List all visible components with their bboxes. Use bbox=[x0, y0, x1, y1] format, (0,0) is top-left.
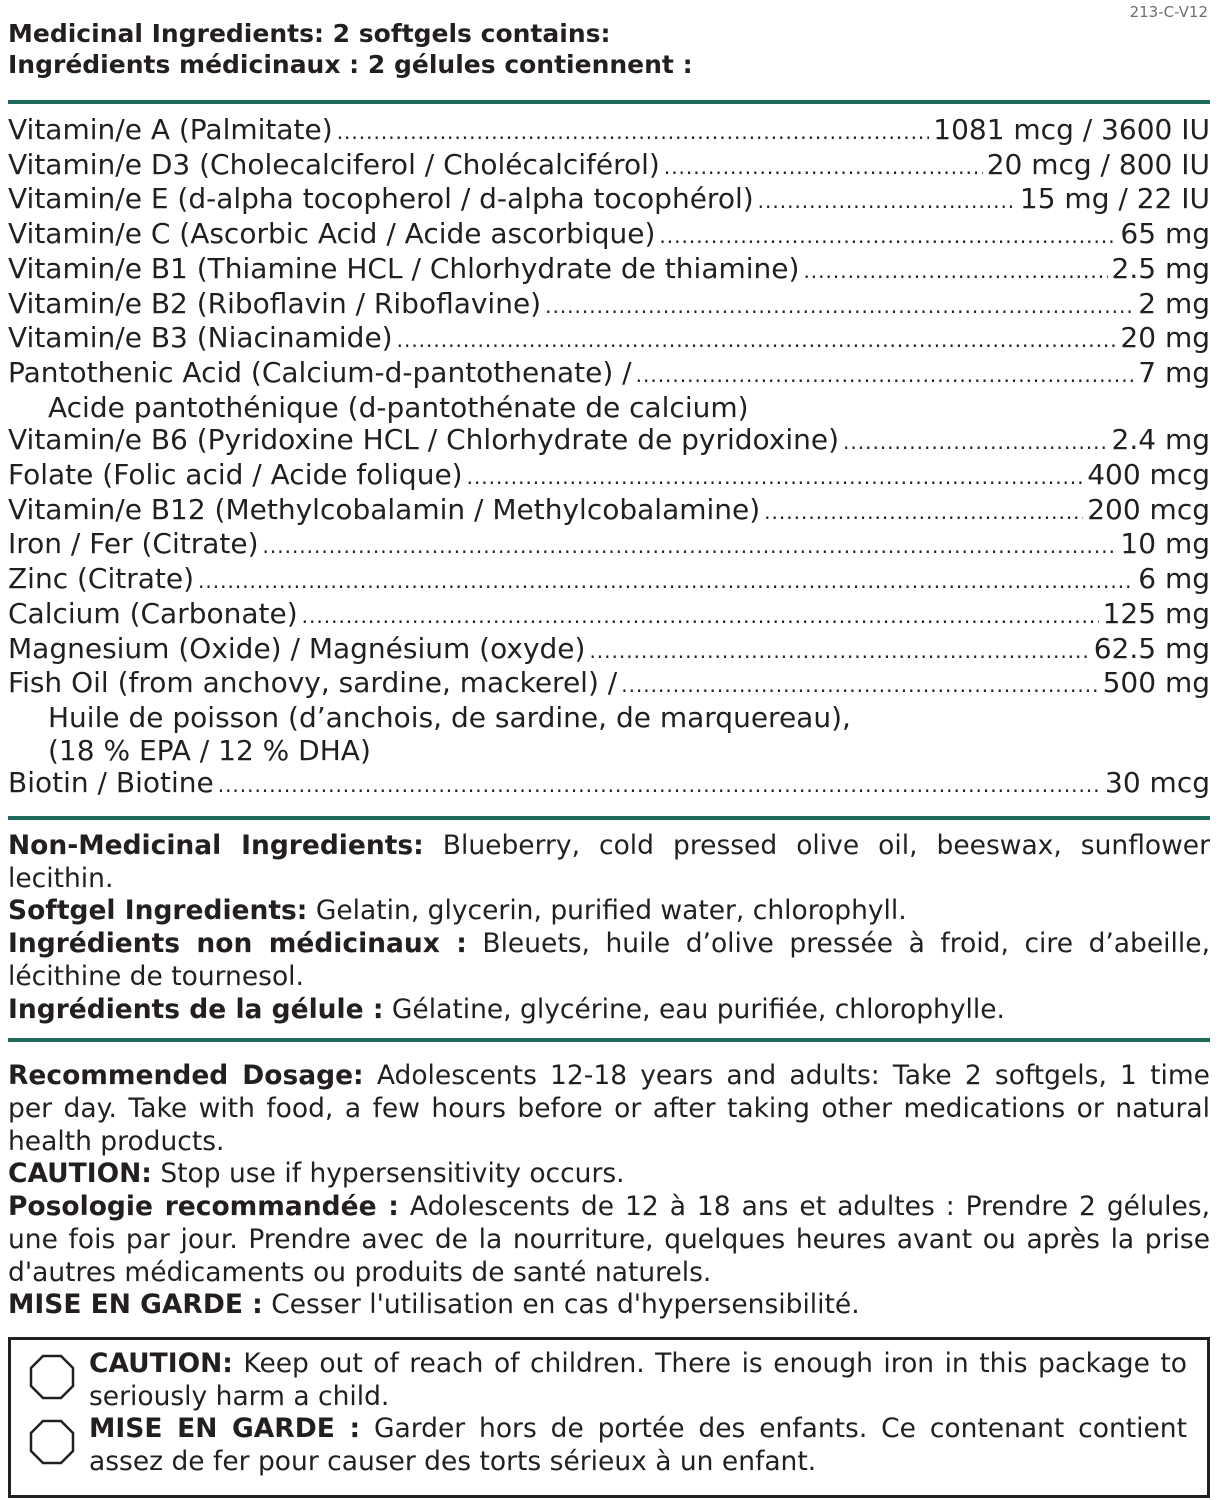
medicinal-header bbox=[8, 18, 1210, 80]
label-code: 213-C-V12 bbox=[1129, 3, 1208, 21]
ingredient-row bbox=[8, 288, 1210, 323]
ingredient-amount: 200 mcg bbox=[1087, 492, 1210, 526]
mise-en-garde-fr: MISE EN GARDE : Cesser l'utilisation en cas d'hypersensibilité. bbox=[8, 1289, 860, 1321]
ingredient-row bbox=[8, 357, 1210, 392]
dot-leader bbox=[198, 565, 1134, 598]
softgel-ingredients: Softgel Ingredients: Gelatin, glycerin, purified water, chlorophyll. bbox=[8, 895, 907, 927]
ingredient-row bbox=[8, 667, 1210, 702]
ingredient-continuation: Huile de poisson (d’anchois, de sardine, de marquereau), bbox=[48, 700, 851, 734]
ingredient-name: Biotin / Biotine bbox=[8, 766, 214, 800]
ingredient-amount: 15 mg / 22 IU bbox=[1019, 182, 1210, 216]
gelule-ingredients: Ingrédients de la gélule : Gélatine, glycérine, eau purifiée, chlorophylle. bbox=[8, 993, 1005, 1025]
ingredient-name: Folate (Folic acid / Acide folique) bbox=[8, 458, 463, 492]
ingredient-amount: 65 mg bbox=[1120, 217, 1210, 251]
ingredient-amount: 1081 mcg / 3600 IU bbox=[933, 113, 1210, 146]
ingredient-amount: 6 mg bbox=[1138, 562, 1210, 596]
dosage-fr: Posologie recommandée : Adolescents de 12 à 18 ans et adultes : Prendre 2 gélules, une fois par jour. Prendre avec de la nourriture, quelques heures avant ou après la prise d'autres médicaments ou produits de santé naturels. bbox=[8, 1191, 1210, 1288]
ingredient-row bbox=[8, 149, 1210, 184]
ingredient-row bbox=[8, 459, 1210, 494]
dot-leader bbox=[545, 290, 1134, 323]
child-warning-box bbox=[8, 1337, 1210, 1498]
ingredient-name: Vitamin/e D3 (Cholecalciferol / Cholécalciférol) bbox=[8, 147, 660, 181]
non-medicinal-en: Non-Medicinal Ingredients: Blueberry, cold pressed olive oil, beeswax, sunflower lecithin. bbox=[8, 830, 1210, 894]
dot-leader bbox=[803, 255, 1107, 288]
dot-leader bbox=[621, 669, 1098, 702]
ingredient-name: Zinc (Citrate) bbox=[8, 562, 195, 596]
ingredient-name: Vitamin/e C (Ascorbic Acid / Acide ascorbique) bbox=[8, 217, 656, 251]
ingredient-row bbox=[8, 114, 1210, 149]
ingredient-amount: 2.5 mg bbox=[1111, 251, 1210, 285]
ingredient-row bbox=[8, 563, 1210, 598]
dot-leader bbox=[467, 461, 1084, 494]
caution-en: CAUTION: Stop use if hypersensitivity occurs. bbox=[8, 1158, 625, 1190]
octagon-outline-icon bbox=[29, 1354, 75, 1400]
ingredient-row bbox=[8, 528, 1210, 563]
ingredient-row bbox=[8, 322, 1210, 357]
dot-leader bbox=[636, 359, 1135, 392]
dot-leader bbox=[218, 769, 1101, 802]
ingredient-name: Vitamin/e B1 (Thiamine HCL / Chlorhydrate de thiamine) bbox=[8, 251, 800, 285]
ingredient-amount: 30 mcg bbox=[1105, 766, 1210, 800]
ingredient-amount: 2.4 mg bbox=[1111, 423, 1210, 457]
ingredient-amount: 2 mg bbox=[1138, 286, 1210, 320]
dot-leader bbox=[843, 426, 1107, 459]
ingredient-name: Vitamin/e B3 (Niacinamide) bbox=[8, 321, 393, 355]
ingredient-continuation: Acide pantothénique (d-pantothénate de calcium) bbox=[48, 390, 749, 424]
ingredient-name: Magnesium (Oxide) / Magnésium (oxyde) bbox=[8, 631, 586, 665]
non-medicinal-section bbox=[8, 820, 1210, 1038]
ingredient-row bbox=[8, 633, 1210, 668]
ingredient-row bbox=[8, 494, 1210, 529]
ingredient-amount: 7 mg bbox=[1138, 355, 1210, 389]
dot-leader bbox=[397, 324, 1117, 357]
ingredient-name: Vitamin/e B12 (Methylcobalamin / Methylcobalamine) bbox=[8, 492, 761, 526]
dot-leader bbox=[302, 600, 1099, 633]
ingredient-row bbox=[8, 253, 1210, 288]
ingredient-row bbox=[8, 183, 1210, 218]
ingredient-amount: 10 mg bbox=[1120, 527, 1210, 561]
ingredient-amount: 500 mg bbox=[1102, 666, 1210, 700]
ingredient-name: Calcium (Carbonate) bbox=[8, 596, 298, 630]
warning-fr: MISE EN GARDE : Garder hors de portée des enfants. Ce contenant contient assez de fer pour causer des torts sérieux à un enfant. bbox=[29, 1413, 1187, 1478]
supplement-label bbox=[8, 6, 1210, 1334]
ingredient-continuation: (18 % EPA / 12 % DHA) bbox=[48, 733, 371, 767]
ingredient-amount: 400 mcg bbox=[1087, 458, 1210, 492]
ingredient-name: Iron / Fer (Citrate) bbox=[8, 527, 259, 561]
ingredient-amount: 20 mg bbox=[1120, 321, 1210, 355]
medicinal-header-en: Medicinal Ingredients: 2 softgels contains: bbox=[8, 19, 611, 48]
dot-leader bbox=[764, 496, 1083, 529]
ingredient-row bbox=[8, 767, 1210, 802]
ingredient-amount: 20 mcg / 800 IU bbox=[986, 147, 1210, 181]
ingredient-name: Fish Oil (from anchovy, sardine, mackerel) / bbox=[8, 666, 618, 700]
ingredient-name: Pantothenic Acid (Calcium-d-pantothenate) / bbox=[8, 355, 632, 389]
medicinal-header-fr: Ingrédients médicinaux : 2 gélules contiennent : bbox=[8, 50, 693, 79]
dot-leader bbox=[263, 530, 1117, 563]
dot-leader bbox=[664, 151, 983, 184]
dot-leader bbox=[659, 220, 1116, 253]
ingredient-name: Vitamin/e E (d-alpha tocopherol / d-alpha tocophérol) bbox=[8, 182, 754, 216]
ingredient-name: Vitamin/e B6 (Pyridoxine HCL / Chlorhydrate de pyridoxine) bbox=[8, 423, 840, 457]
ingredient-row bbox=[8, 218, 1210, 253]
warning-en: CAUTION: Keep out of reach of children. There is enough iron in this package to seriously harm a child. bbox=[29, 1348, 1187, 1413]
dosage-section bbox=[8, 1042, 1210, 1334]
dot-leader bbox=[337, 116, 930, 149]
ingredient-name: Vitamin/e A (Palmitate) bbox=[8, 113, 333, 146]
non-medicinal-fr: Ingrédients non médicinaux : Bleuets, huile d’olive pressée à froid, cire d’abeille, lécithine de tournesol. bbox=[8, 928, 1210, 992]
dot-leader bbox=[758, 185, 1016, 218]
octagon-outline-icon bbox=[29, 1419, 75, 1465]
ingredient-list bbox=[8, 104, 1210, 802]
ingredient-row bbox=[8, 424, 1210, 459]
dot-leader bbox=[589, 635, 1089, 668]
dosage-en: Recommended Dosage: Adolescents 12-18 years and adults: Take 2 softgels, 1 time per day. Take with food, a few hours before or after taking other medications or natural health products. bbox=[8, 1060, 1210, 1157]
ingredient-amount: 125 mg bbox=[1102, 596, 1210, 630]
ingredient-amount: 62.5 mg bbox=[1093, 631, 1210, 665]
ingredient-name: Vitamin/e B2 (Riboflavin / Riboflavine) bbox=[8, 286, 542, 320]
ingredient-row bbox=[8, 598, 1210, 633]
